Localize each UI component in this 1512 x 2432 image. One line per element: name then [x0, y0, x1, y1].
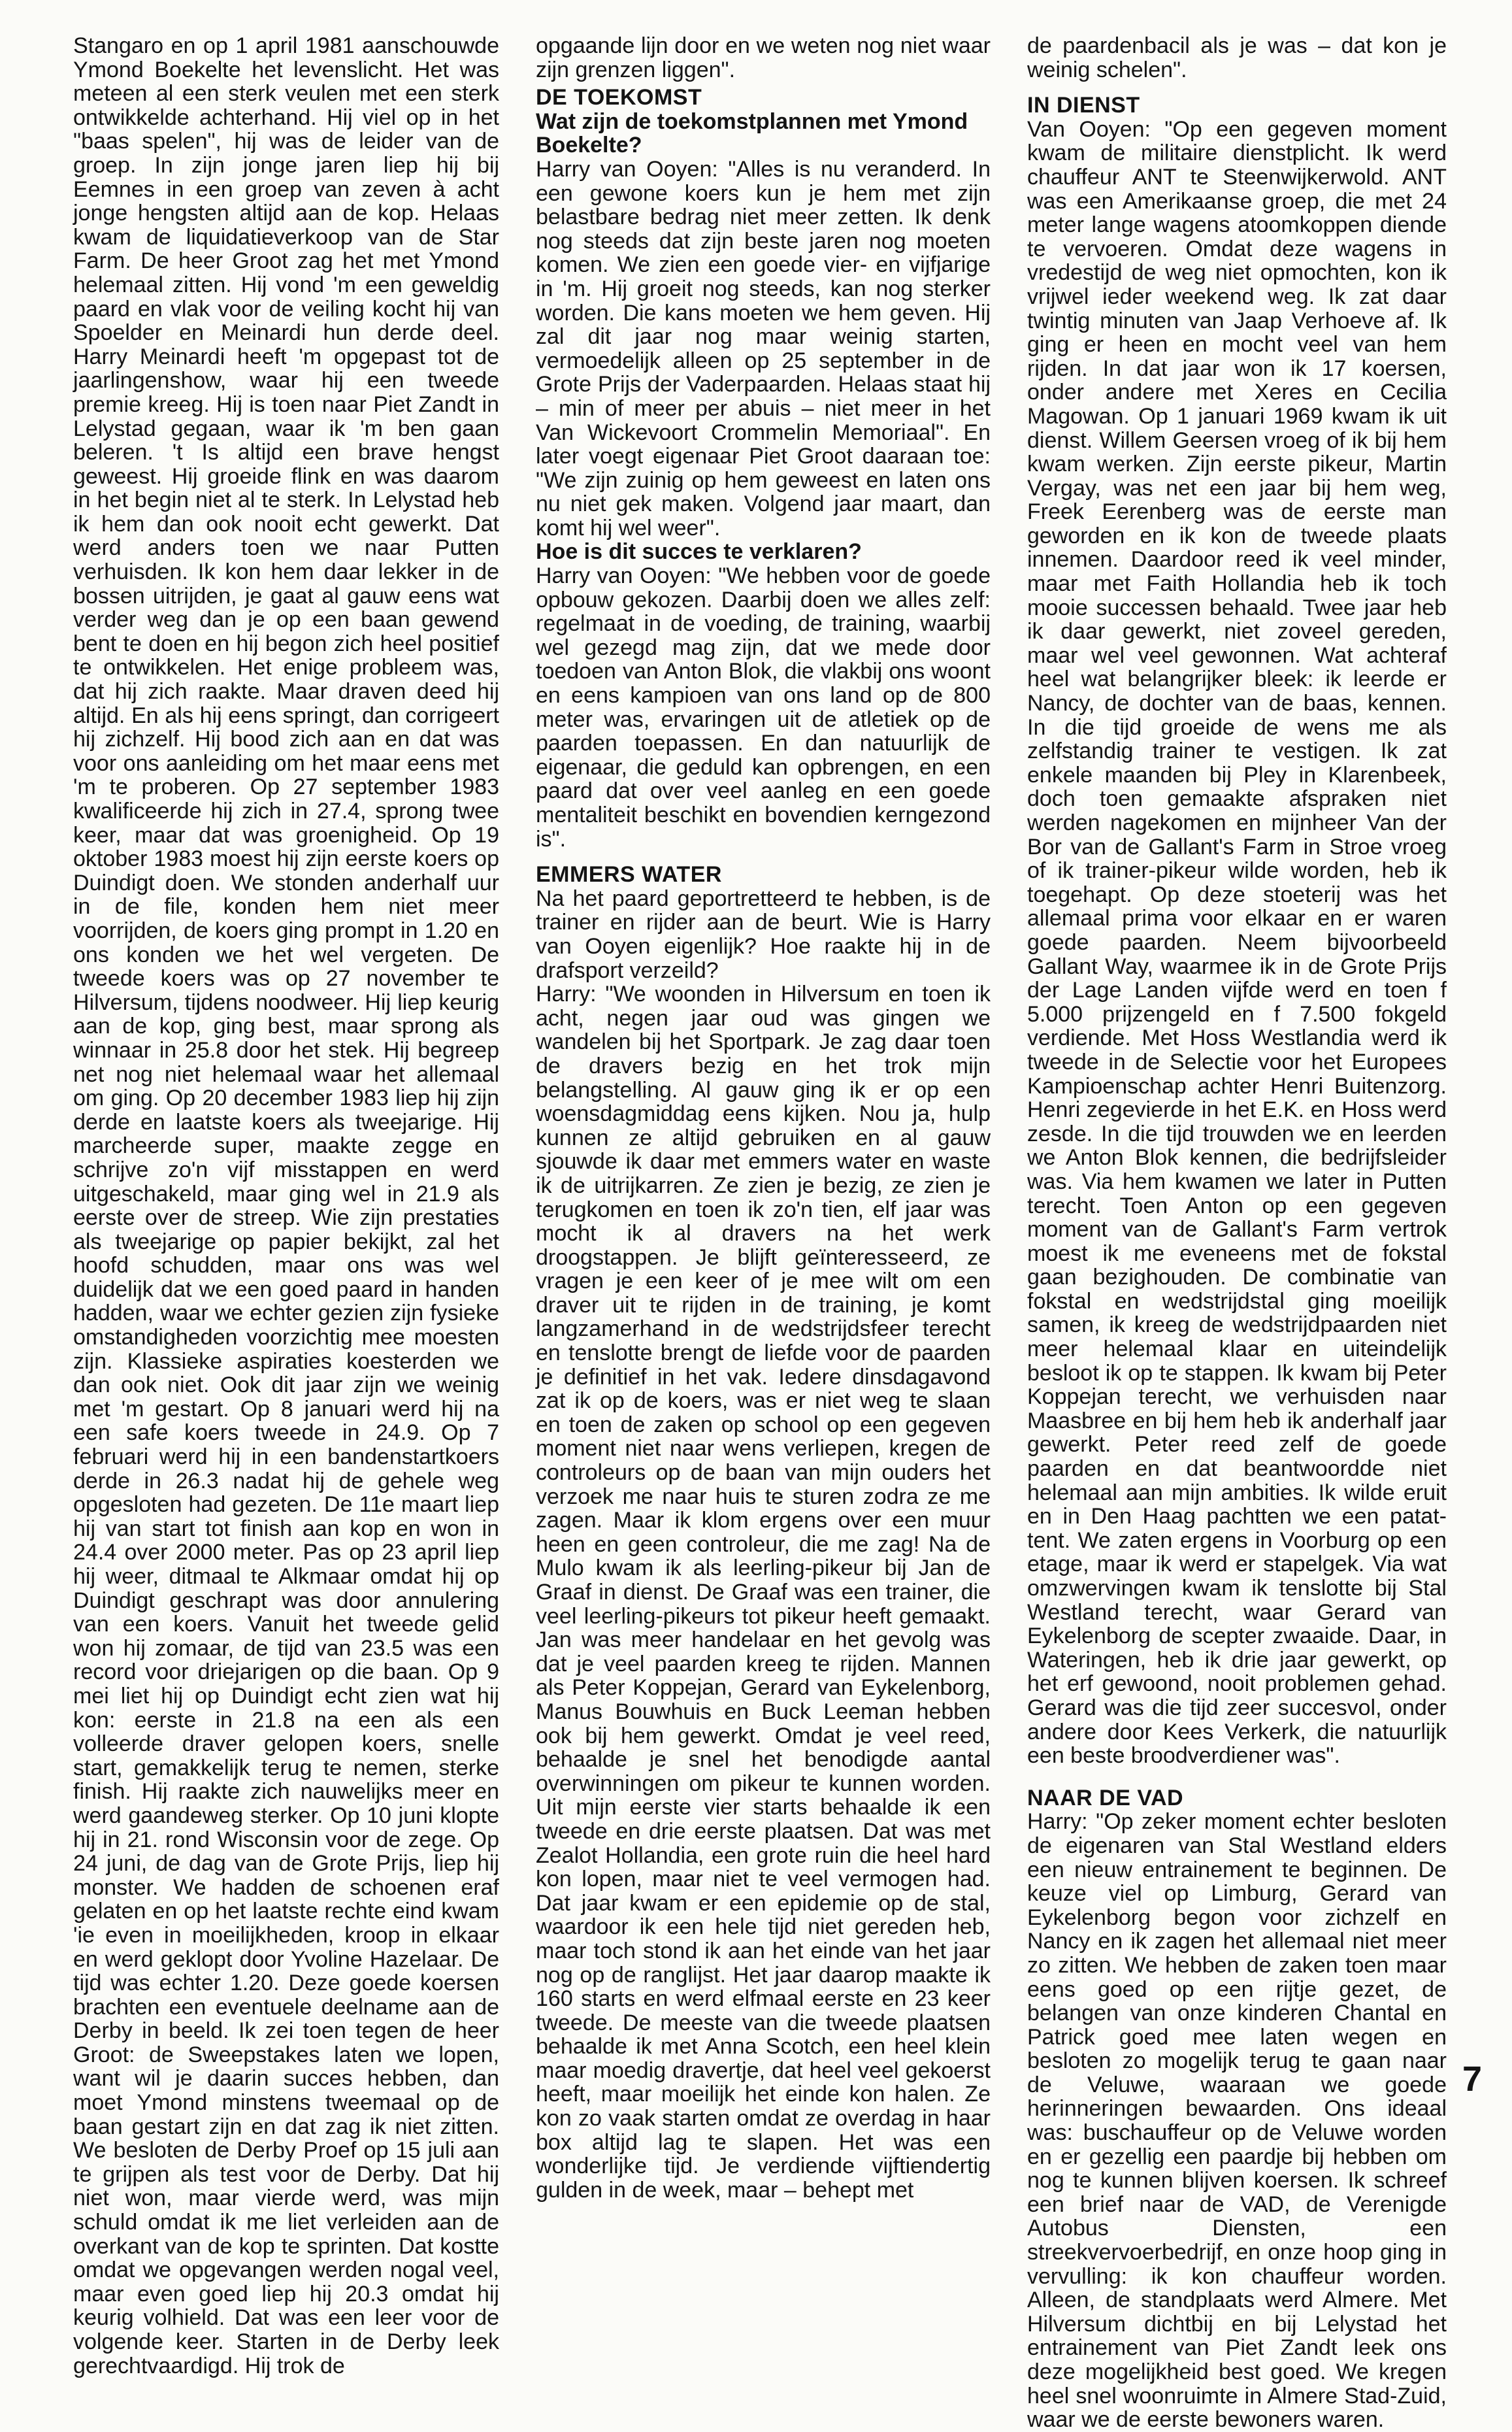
section-heading-in-dienst: IN DIENST [1027, 93, 1140, 118]
interview-answer: Harry: "We woonden in Hilversum en toen ik acht, negen jaar oud was gingen we wandelen bij het Sportpark. Je zag daar toen de dravers bezig en het trok mijn belangstelling. Al gauw ging ik er op een woensdagmiddag eens kijken. Nou ja, hulp kunnen ze altijd gebruiken en al gauw sjouwde ik daar met emmers water en waste ik de uitrijkarren. Ze zien je bezig, ze zien je terugkomen en toen ik zo'n tien, elf jaar was mocht ik al dravers na het werk droogstappen. Je blijft geïnteresseerd, ze vragen je een keer of je mee wilt om een draver uit te rijden in de training, je komt langzamerhand in de wedstrijdsfeer terecht en tenslotte brengt de liefde voor de paarden je definitief in het vak. Iedere dinsdagavond zat ik op de koers, was er niet weg te slaan en toen de zaken op school op een gegeven moment niet naar wens verliepen, kregen de controleurs op de baan van mijn ouders het verzoek me naar huis te sturen zodra ze me zagen. Maar ik klom ergens over een muur heen en geen controleur, die me zag! Na de Mulo kwam ik als leerling-pikeur bij Jan de Graaf in dienst. De Graaf was een trainer, die veel leerling-pikeurs tot pikeur heeft gemaakt. Jan was meer handelaar en het gevolg was dat je veel paarden kreeg te rijden. Mannen als Peter Koppejan, Gerard van Eykelenborg, Manus Bouwhuis en Buck Leeman hebben ook bij hem gewerkt. Omdat je veel reed, behaalde je snel het benodigde aantal overwinningen om pikeur te kunnen worden. Uit mijn eerste vier starts behaalde ik een tweede en drie eerste plaatsen. Dat was met Zealot Hollandia, een grote ruin die heel hard kon lopen, maar niet te veel vermogen had. Dat jaar kwam er een epidemie op de stal, waardoor ik een hele tijd niet gereden heb, maar toch stond ik aan het einde van het jaar nog op de ranglijst. Het jaar daarop maakte ik 160 starts en werd elfmaal eerste en 23 keer tweede. De meeste van die tweede plaatsen behaalde ik met Anna Scotch, een heel klein maar moedig dravertje, dat heel veel gekoerst heeft, maar moeilijk het einde kon halen. Ze kon zo vaak starten omdat ze overdag in haar box altijd lag te slapen. Het was een wonderlijke tijd. Je verdiende vijftiendertig gulden in de week, maar – behept met [536, 982, 991, 2203]
body-paragraph: Stangaro en op 1 april 1981 aanschouwde Ymond Boekelte het levenslicht. Het was meteen al een sterk veulen met een sterk ontwikkelde achterhand. Hij viel op in het "baas spelen", hij was de leider van de groep. In zijn jonge jaren liep hij bij Eemnes in een groep van zeven à acht jonge hengsten altijd aan de kop. Helaas kwam de liquidatieverkoop van de Star Farm. De heer Groot zag het met Ymond helemaal zitten. Hij vond 'm een geweldig paard en vlak voor de veiling kocht hij van Spoelder en Meinardi hun derde deel. Harry Meinardi heeft 'm opgepast tot de jaarlingenshow, waar hij een tweede premie kreeg. Hij is toen naar Piet Zandt in Lelystad gegaan, waar ik 'm ben gaan beleren. 't Is altijd een brave hengst geweest. Hij groeide flink en was daarom in het begin niet al te sterk. In Lelystad heb ik hem dan ook nooit echt gewerkt. Dat werd anders toen we naar Putten verhuisden. Ik kon hem daar lekker in de bossen uitrijden, je gaat al gauw eens wat verder weg dan je op een baan gewend bent te doen en hij begon zich heel positief te ontwikkelen. Het enige probleem was, dat hij zich raakte. Maar draven deed hij altijd. En als hij eens springt, dan corrigeert hij zichzelf. Hij bood zich aan en dat was voor ons aanleiding om het maar eens met 'm te proberen. Op 27 september 1983 kwalificeerde hij zich in 27.4, sprong twee keer, maar dat was groenigheid. Op 19 oktober 1983 moest hij zijn eerste koers op Duindigt doen. We stonden anderhalf uur in de file, konden hem niet meer voorrijden, de koers ging prompt in 1.20 en ons konden we het wel vergeten. De tweede koers was op 27 november te Hilversum, tijdens noodweer. Hij liep keurig aan de kop, ging best, maar sprong als winnaar in 25.8 door het stek. Hij begreep net nog niet helemaal waar het allemaal om ging. Op 20 december 1983 liep hij zijn derde en laatste koers als tweejarige. Hij marcheerde super, maakte zegge en schrijve zo'n vijf misstappen en werd uitgeschakeld, maar ging wel in 21.9 als eerste over de streep. Wie zijn prestaties als tweejarige op papier bekijkt, zal het hoofd schudden, maar ons was wel duidelijk dat we een goed paard in handen hadden, waar we echter gezien zijn fysieke omstandigheden voorzichtig mee moesten zijn. Klassieke aspiraties koesterden we dan ook niet. Ook dit jaar zijn we weinig met 'm gestart. Op 8 januari werd hij na een safe koers tweede in 24.9. Op 7 februari werd hij in een bandenstartkoers derde in 26.3 nadat hij de gehele weg opgesloten had gezeten. De 11e maart liep hij van start tot finish aan kop en won in 24.4 over 2000 meter. Pas op 23 april liep hij weer, ditmaal te Alkmaar omdat hij op Duindigt geschrapt was door annulering van een koers. Vanuit het tweede gelid won hij zomaar, de tijd van 23.5 was een record voor driejarigen op die baan. Op 9 mei liet hij op Duindigt echt zien wat hij kon: eerste in 21.8 na een als een volleerde draver gelopen koers, snelle start, gemakkelijk terug te nemen, sterke finish. Hij raakte zich nauwelijks meer en werd gaandeweg sterker. Op 10 juni klopte hij in 21. rond Wisconsin voor de zege. Op 24 juni, de dag van de Grote Prijs, liep hij monster. We hadden de schoenen eraf gelaten en op het laatste rechte eind kwam 'ie even in moeilijkheden, kroop in elkaar en werd geklopt door Yvoline Hazelaar. De tijd was echter 1.20. Deze goede koersen brachten een eventuele deelname aan de Derby in beeld. Ik zei toen tegen de heer Groot: de Sweepstakes laten we lopen, want wil je daarin succes hebben, dan moet Ymond minstens tweemaal op de baan gestart zijn en dat zag ik niet zitten. We besloten de Derby Proef op 15 juli aan te grijpen als test voor de Derby. Dat hij niet won, maar vierde werd, was mijn schuld omdat ik me liet verleiden aan de overkant van de kop te sprinten. Dat kostte omdat we opgevangen werden nogal veel, maar even goed liep hij 20.3 omdat hij keurig volhield. Dat was een leer voor de volgende keer. Starten in de Derby leek gerechtvaardigd. Hij trok de [73, 33, 499, 2378]
interview-question: Wat zijn de toekomstplannen met Ymond Boekelte? [536, 108, 968, 158]
body-paragraph: Harry: "Op zeker moment echter besloten de eigenaren van Stal Westland elders een nieuw entrainement te beginnen. De keuze viel op Limburg, Gerard van Eykelenborg begon voor zichzelf en Nancy en ik zagen het allemaal niet meer zo zitten. We hebben de zaken toen maar eens goed op een rijtje gezet, de belangen van onze kinderen Chantal en Patrick goed mee laten wegen en besloten zo mogelijk terug te gaan naar de Veluwe, waaraan we goede herinneringen bewaarden. Ons ideaal was: buschauffeur op de Veluwe worden en er gezellig een paardje bij hebben om nog te kunnen blijven koersen. Ik schreef een brief naar de VAD, de Verenigde Autobus Diensten, een streekvervoerbedrijf, en onze hoop ging in vervulling: ik kon chauffeur worden. Alleen, de standplaats werd Almere. Met Hilversum dichtbij en bij Lelystad het entrainement van Piet Zandt leek ons deze mogelijkheid best goed. We kregen heel snel woonruimte in Almere Stad-Zuid, waar we de eerste bewoners waren. [1027, 1809, 1447, 2432]
section-heading-emmers-water: EMMERS WATER [536, 862, 722, 888]
column-2 [536, 34, 991, 2202]
page-number: 7 [1462, 2059, 1482, 2099]
body-paragraph-continued: opgaande lijn door en we weten nog niet waar zijn grenzen liggen". [536, 33, 991, 82]
column-1 [73, 34, 499, 2378]
section-heading-naar-de-vad: NAAR DE VAD [1027, 1785, 1184, 1810]
column-3 [1027, 34, 1447, 2432]
interview-answer: Harry van Ooyen: "Alles is nu veranderd. In een gewone koers kun je hem met zijn belastbare bedrag niet meer zetten. Ik denk nog steeds dat zijn beste jaren nog moeten komen. We zien een goede vier- en vijfjarige in 'm. Hij groeit nog steeds, kan nog sterker worden. Die kans moeten we hem geven. Hij zal dit jaar nog maar weinig starten, vermoedelijk alleen op 25 september in de Grote Prijs der Vaderpaarden. Helaas staat hij – min of meer per abuis – niet meer in het Van Wickevoort Crommelin Memoriaal". En later voegt eigenaar Piet Groot daaraan toe: "We zijn zuinig op hem geweest en laten ons nu niet gek maken. Volgend jaar maart, dan komt hij wel weer". [536, 156, 991, 541]
interview-question: Hoe is dit succes te verklaren? [536, 539, 862, 565]
body-paragraph-continued: de paardenbacil als je was – dat kon je weinig schelen". [1027, 33, 1447, 82]
body-paragraph: Van Ooyen: "Op een gegeven moment kwam de militaire dienstplicht. Ik werd chauffeur ANT te Steenwijkerwold. ANT was een Amerikaanse groep, die met 24 meter lange wagens atoomkoppen diende te vervoeren. Omdat deze wagens in vredestijd de weg niet opmochten, kon ik vrijwel ieder weekend weg. Ik zat daar twintig minuten van Jaap Verhoeve af. Ik ging er heen en mocht veel van hem rijden. In dat jaar won ik 17 koersen, onder andere met Xeres en Cecilia Magowan. Op 1 januari 1969 kwam ik uit dienst. Willem Geersen vroeg of ik bij hem kwam werken. Zijn eerste pikeur, Martin Vergay, was net een jaar bij hem weg, Freek Eerenberg was de eerste man geworden en ik kon de tweede plaats innemen. Daardoor reed ik veel minder, maar met Faith Hollandia heb ik toch mooie successen behaald. Twee jaar heb ik daar gewerkt, niet zoveel gereden, maar wel veel gewonnen. Wat achteraf heel wat belangrijker bleek: ik leerde er Nancy, de dochter van de baas, kennen. In die tijd groeide de wens me als zelfstandig trainer te vestigen. Ik zat enkele maanden bij Pley in Klarenbeek, doch toen gemaakte afspraken niet werden nagekomen en mijnheer Van der Bor van de Gallant's Farm in Stroe vroeg of ik trainer-pikeur wilde worden, heb ik toegehapt. Op deze stoeterij was het allemaal prima voor elkaar en er waren goede paarden. Neem bijvoorbeeld Gallant Way, waarmee ik in de Grote Prijs der Lage Landen vijfde werd en toen f 5.000 prijzengeld en f 7.500 fokgeld verdiende. Met Hoss Westlandia werd ik tweede in de Selectie voor het Europees Kampioenschap achter Henri Buitenzorg. Henri zegevierde in het E.K. en Hoss werd zesde. In die tijd trouwden we en leerden we Anton Blok kennen, die bedrijfsleider was. Via hem kwamen we later in Putten terecht. Toen Anton op een gegeven moment van de Gallant's Farm vertrok moest ik me eveneens met de fokstal gaan bezighouden. De combinatie van fokstal en wedstrijdstal ging moeilijk samen, ik kreeg de wedstrijdpaarden niet meer helemaal klaar en uiteindelijk besloot ik op te stappen. Ik kwam bij Peter Koppejan terecht, we verhuisden naar Maasbree en bij hem heb ik anderhalf jaar gewerkt. Peter reed zelf de goede paarden en dat beantwoordde niet helemaal aan mijn ambities. Ik wilde eruit en in Den Haag pachtten we een patat-tent. We zaten ergens in Voorburg op een etage, maar ik werd er stapelgek. Via wat omzwervingen kwam ik tenslotte bij Stal Westland terecht, waar Gerard van Eykelenborg de scepter zwaaide. Daar, in Wateringen, heb ik drie jaar gewerkt, op het erf gewoond, nooit problemen gehad. Gerard was die tijd zeer succesvol, onder andere door Kees Verkerk, die natuurlijk een beste broodverdiener was". [1027, 116, 1447, 1769]
section-heading-de-toekomst: DE TOEKOMST [536, 85, 702, 110]
interview-answer: Harry van Ooyen: "We hebben voor de goede opbouw gekozen. Daarbij doen we alles zelf: regelmaat in de voeding, de training, waarbij wel gezegd mag zijn, dat we mede door toedoen van Anton Blok, die vlakbij ons woont en eens kampioen van ons land op de 800 meter was, ervaringen uit de atletiek op de paarden toepassen. En dan natuurlijk de eigenaar, die geduld kan opbrengen, en een paard dat over veel aanleg en een goede mentaliteit beschikt en bovendien kerngezond is". [536, 563, 991, 852]
interview-question-intro: Na het paard geportretteerd te hebben, is de trainer en rijder aan de beurt. Wie is Harry van Ooyen eigenlijk? Hoe raakte hij in de drafsport verzeild? [536, 886, 991, 983]
